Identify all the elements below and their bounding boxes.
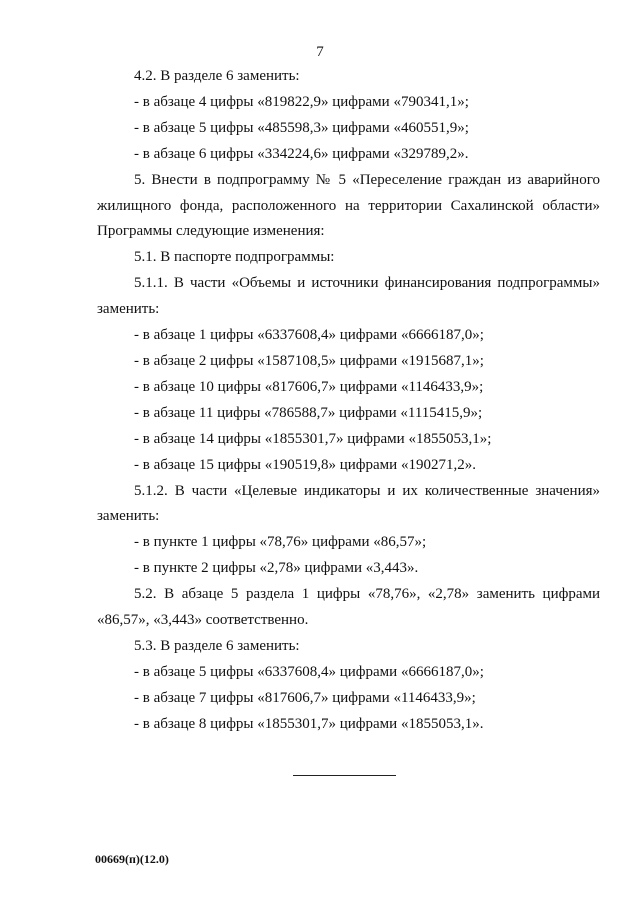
- paragraph-5-intro: 5. Внести в подпрограмму № 5 «Переселение граждан из аварийного жилищного фонда, расположенного на территории Сахалинской области» Программы следующие изменения:: [97, 171, 600, 240]
- paragraph-5-3-item-2: - в абзаце 7 цифры «817606,7» цифрами «1146433,9»;: [134, 689, 476, 706]
- paragraph-5-3-heading: 5.3. В разделе 6 заменить:: [134, 637, 300, 654]
- paragraph-5-1-2-item-2: - в пункте 2 цифры «2,78» цифрами «3,443».: [134, 560, 419, 577]
- paragraph-4-2-heading: 4.2. В разделе 6 заменить:: [134, 68, 300, 84]
- paragraph-5-1-1-item-6: - в абзаце 15 цифры «190519,8» цифрами «190271,2».: [134, 456, 476, 473]
- paragraph-5-1-2-heading: 5.1.2. В части «Целевые индикаторы и их количественные значения» заменить:: [97, 482, 600, 525]
- paragraph-4-2-item-2: - в абзаце 5 цифры «485598,3» цифрами «460551,9»;: [134, 119, 469, 136]
- paragraph-5-1-1-item-1: - в абзаце 1 цифры «6337608,4» цифрами «6666187,0»;: [134, 327, 484, 344]
- paragraph-5-3-item-3: - в абзаце 8 цифры «1855301,7» цифрами «1855053,1».: [134, 715, 484, 732]
- paragraph-5-3-item-1: - в абзаце 5 цифры «6337608,4» цифрами «6666187,0»;: [134, 663, 484, 680]
- page-number: 7: [316, 44, 324, 60]
- document-body: [97, 64, 600, 738]
- paragraph-5-1-1-item-3: - в абзаце 10 цифры «817606,7» цифрами «1146433,9»;: [134, 378, 484, 395]
- closing-separator-line: [293, 775, 396, 776]
- paragraph-5-1-2-item-1: - в пункте 1 цифры «78,76» цифрами «86,57»;: [134, 534, 427, 551]
- paragraph-4-2-item-1: - в абзаце 4 цифры «819822,9» цифрами «790341,1»;: [134, 93, 469, 110]
- paragraph-5-1-1-heading: 5.1.1. В части «Объемы и источники финансирования подпрограммы» заменить:: [97, 275, 600, 318]
- paragraph-5-1-heading: 5.1. В паспорте подпрограммы:: [134, 249, 335, 266]
- paragraph-4-2-item-3: - в абзаце 6 цифры «334224,6» цифрами «329789,2».: [134, 145, 469, 162]
- document-code: 00669(п)(12.0): [95, 852, 169, 866]
- paragraph-5-1-1-item-5: - в абзаце 14 цифры «1855301,7» цифрами «1855053,1»;: [134, 430, 492, 447]
- paragraph-5-2: 5.2. В абзаце 5 раздела 1 цифры «78,76», «2,78» заменить цифрами «86,57», «3,443» соответственно.: [97, 586, 600, 629]
- paragraph-5-1-1-item-2: - в абзаце 2 цифры «1587108,5» цифрами «1915687,1»;: [134, 352, 484, 369]
- paragraph-5-1-1-item-4: - в абзаце 11 цифры «786588,7» цифрами «1115415,9»;: [134, 404, 483, 421]
